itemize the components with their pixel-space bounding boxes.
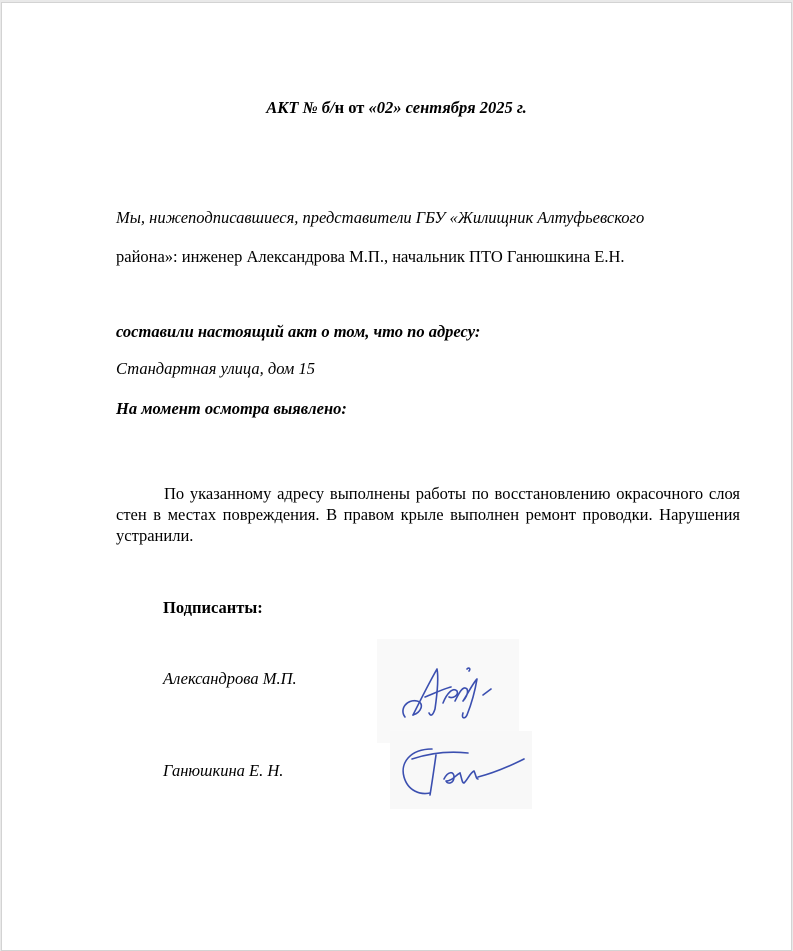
signer-2-name: Ганюшкина Е. Н. (163, 761, 284, 780)
stated-heading: составили настоящий акт о том, что по адресу: (116, 322, 481, 341)
found-heading: На момент осмотра выявлено: (116, 399, 347, 418)
signer-1-name: Александрова М.П. (163, 669, 297, 688)
title-prefix: АКТ № б/ (266, 98, 335, 117)
document-title (2, 98, 791, 118)
body-paragraph: По указанному адресу выполнены работы по восстановлению окрасочного слоя стен в местах повреждения. В правом крыле выполнен ремонт проводки. Нарушения устранили. (116, 484, 740, 545)
title-mid: н от (334, 98, 369, 117)
signature-1-icon (377, 639, 519, 743)
signature-2-icon (390, 731, 532, 809)
document-page (1, 2, 792, 951)
address-text: Стандартная улица, дом 15 (116, 359, 315, 378)
signers-label: Подписанты: (163, 598, 263, 617)
intro-line-2: района»: инженер Александрова М.П., начальник ПТО Ганюшкина Е.Н. (116, 247, 625, 266)
intro-line-1: Мы, нижеподписавшиеся, представители ГБУ «Жилищник Алтуфьевского (116, 208, 645, 227)
title-date: «02» сентября 2025 г. (368, 98, 527, 117)
